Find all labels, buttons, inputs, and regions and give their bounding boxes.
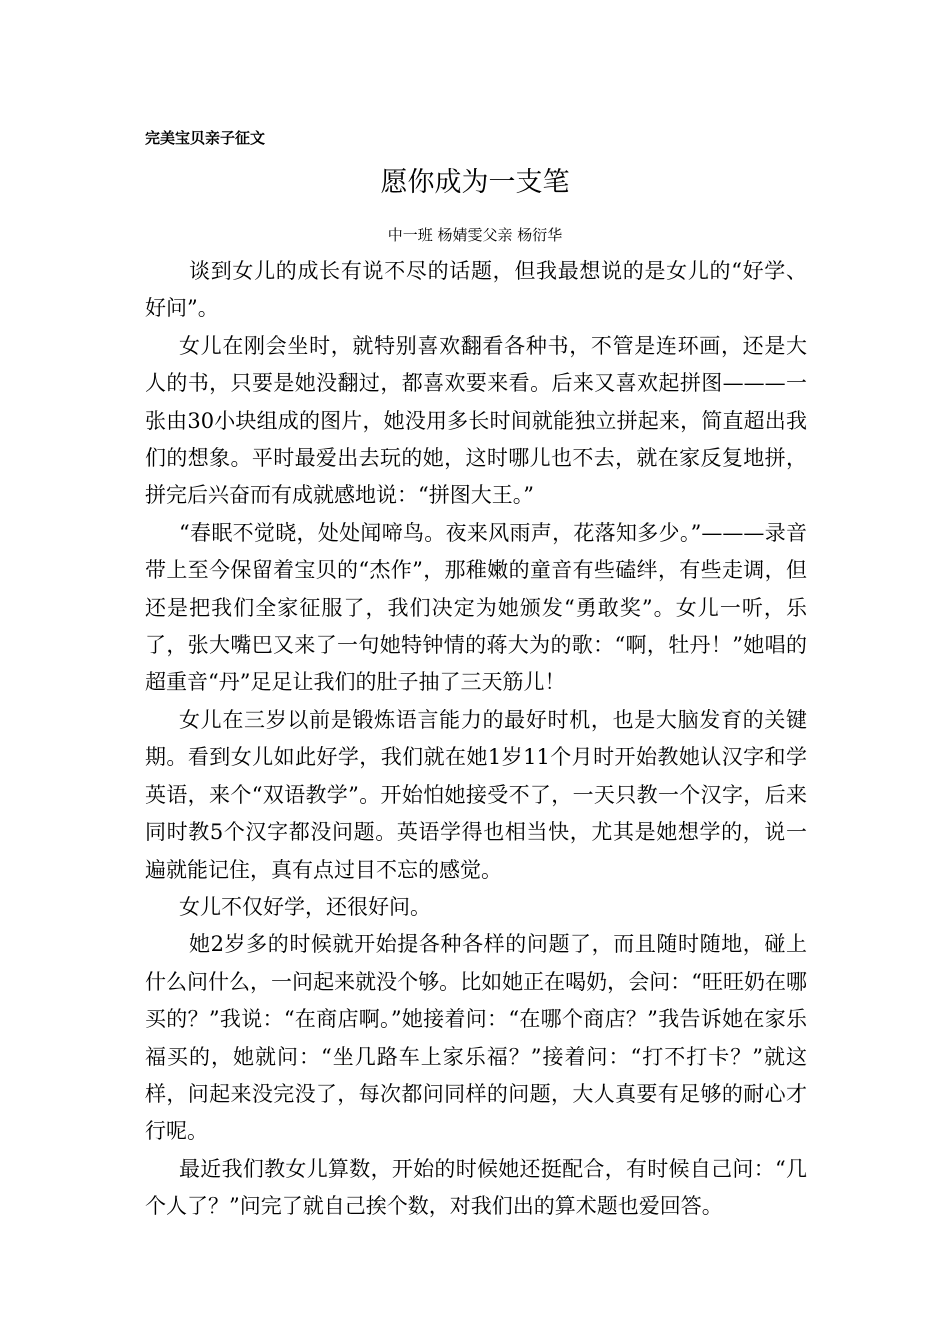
paragraph: 女儿不仅好学，还很好问。 <box>179 894 431 919</box>
paragraph: 最近我们教女儿算数，开始的时候她还挺配合，有时候自己问：“几个人了？”问完了就自己挨个数，对我们出的算术题也爱回答。 <box>145 1156 807 1219</box>
paragraph: “春眠不觉晓，处处闻啼鸟。夜来风雨声，花落知多少。”———录音带上至今保留着宝贝的“杰作”，那稚嫩的童音有些磕绊，有些走调，但还是把我们全家征服了，我们决定为她颁发“勇敢奖”。女儿一听，乐了，张大嘴巴又来了一句她特钟情的蒋大为的歌：“啊，牡丹！”她唱的超重音“丹”足足让我们的肚子抽了三天筋儿！ <box>145 520 807 695</box>
paragraph: 女儿在刚会坐时，就特别喜欢翻看各种书，不管是连环画，还是大人的书，只要是她没翻过，都喜欢要来看。后来又喜欢起拼图———一张由30小块组成的图片，她没用多长时间就能独立拼起来，简直超出我们的想象。平时最爱出去玩的她，这时哪儿也不去，就在家反复地拼，拼完后兴奋而有成就感地说：“拼图大王。” <box>145 333 807 508</box>
document-header-label: 完美宝贝亲子征文 <box>145 129 266 147</box>
document-body <box>145 253 807 1226</box>
paragraph: 她2岁多的时候就开始提各种各样的问题了，而且随时随地，碰上什么问什么，一问起来就没个够。比如她正在喝奶，会问：“旺旺奶在哪买的？”我说：“在商店啊。”她接着问：“在哪个商店？”我告诉她在家乐福买的，她就问：“坐几路车上家乐福？”接着问：“打不打卡？”就这样，问起来没完没了，每次都问同样的问题，大人真要有足够的耐心才行呢。 <box>145 932 807 1144</box>
paragraph: 谈到女儿的成长有说不尽的话题，但我最想说的是女儿的“好学、好问”。 <box>145 259 807 321</box>
document-title: 愿你成为一支笔 <box>380 167 570 198</box>
paragraph: 女儿在三岁以前是锻炼语言能力的最好时机，也是大脑发育的关键期。看到女儿如此好学，我们就在她1岁11个月时开始教她认汉字和学英语，来个“双语教学”。开始怕她接受不了，一天只教一个汉字，后来同时教5个汉字都没问题。英语学得也相当快，尤其是她想学的，说一遍就能记住，真有点过目不忘的感觉。 <box>145 707 807 882</box>
document-byline: 中一班 杨婧雯父亲 杨衍华 <box>387 226 563 244</box>
